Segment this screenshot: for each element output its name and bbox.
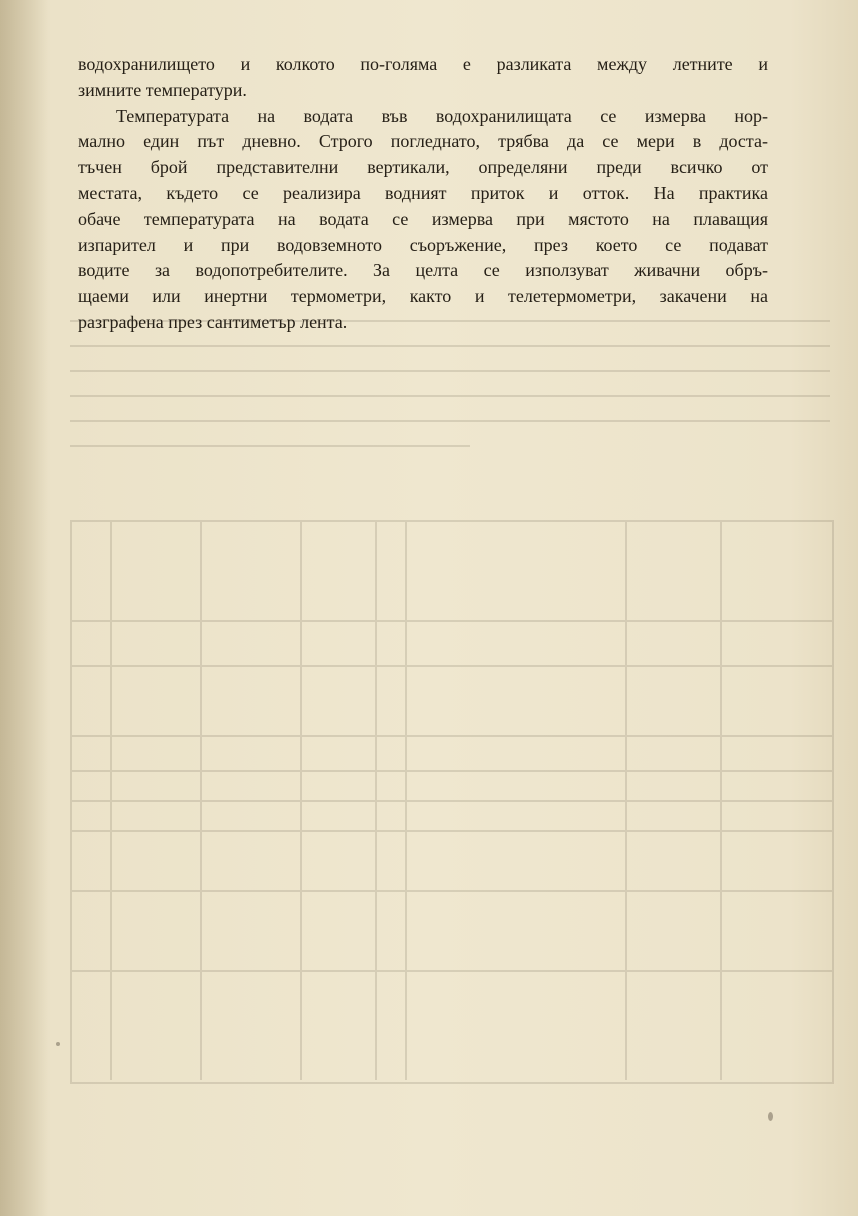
body-text [78, 52, 768, 336]
text-line-11: разграфена през сантиметър лента. [78, 311, 348, 332]
text-line-8: изпарител и при водовземното съоръжение, през което се подават [78, 234, 768, 255]
paper-speck [56, 1042, 60, 1046]
reverse-side-show-through [70, 290, 840, 1090]
bleed-table-rule [70, 800, 832, 802]
bleed-table-column [200, 520, 202, 1080]
bleed-text-line [70, 445, 470, 447]
paper-speck [768, 1112, 773, 1121]
bleed-table-rule [70, 735, 832, 737]
text-line-5: тъчен брой представителни вертикали, определяни преди всичко от [78, 157, 768, 178]
bleed-table-column [110, 520, 112, 1080]
text-line-1: водохранилището и колкото по-голяма е разликата между летните и [78, 54, 768, 74]
text-line-7: обаче температурата на водата се измерва при мястото на плаващия [78, 208, 768, 229]
bleed-table-column [405, 520, 407, 1080]
bleed-table-rule [70, 620, 832, 622]
text-line-6: местата, където се реализира водният приток и отток. На практика [78, 182, 768, 203]
bleed-table-rule [70, 770, 832, 772]
bleed-table-column [720, 520, 722, 1080]
text-line-9: водите за водопотребителите. За целта се използуват живачни обръ- [78, 260, 768, 281]
bleed-text-line [70, 395, 830, 397]
bleed-text-line [70, 370, 830, 372]
bleed-text-line [70, 345, 830, 347]
text-line-2: зимните температури. [78, 79, 247, 100]
binding-shadow [0, 0, 48, 1216]
bleed-table-rule [70, 665, 832, 667]
bleed-table-rule [70, 890, 832, 892]
text-line-10: щаеми или инертни термометри, както и телетермометри, закачени на [78, 286, 768, 307]
bleed-table-column [625, 520, 627, 1080]
bleed-table-rule [70, 830, 832, 832]
bleed-table-column [300, 520, 302, 1080]
bleed-table-rule [70, 970, 832, 972]
text-line-4: мално един път дневно. Строго погледнато, трябва да се мери в доста- [78, 131, 768, 152]
bleed-table-column [375, 520, 377, 1080]
text-line-3: Температурата на водата във водохранилищата се измерва нор- [116, 105, 768, 126]
bleed-text-line [70, 420, 830, 422]
